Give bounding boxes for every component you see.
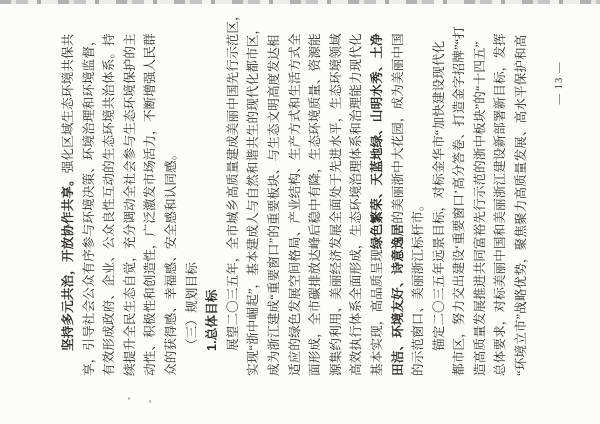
bold-text-segment: 坚持多元共治，开放协作共享。 [61,173,75,351]
paragraph-line [58,32,79,376]
paragraph-line [470,32,491,376]
text-segment: 锚定二〇三五年远景目标，对标金华市“加快建设现代化 [431,40,446,351]
text-segment: 源集约利用、美丽经济发展全面处于先进水平，生态环境领域 [328,33,343,376]
text-segment: 续提升全民生态自觉，充分调动全社会参与生态环境保护的主 [122,33,137,376]
paragraph-line [223,8,244,376]
section-heading-planning-goals [182,32,203,376]
paragraph-line [264,32,285,376]
paragraph-line [408,32,429,376]
text-segment: 的示范窗口、美丽浙江标杆市。 [411,198,426,376]
text-segment: （三）规划目标 [184,262,199,351]
text-segment: 造高质量发展推进共同富裕先行示范的浙中板块”的“十四五” [472,41,487,376]
paragraph-line [346,32,367,376]
text-segment: 动性、积极性和创造性，广泛激发市场活力，不断增强人民群 [143,33,158,376]
paragraph-line [120,32,141,376]
text-segment: “环境立市”战略优势，聚焦聚力高质量发展、高水平保护和高 [514,34,529,376]
paragraph-line [429,32,450,376]
paragraph-line [367,32,388,376]
text-segment: 总体要求，对标美丽中国和美丽浙江建设新部署新目标，发挥 [493,33,508,376]
page-number: — 13 — [554,61,565,105]
text-segment: 有效形成政府、企业、公众良性互动的生态环境共治体系。持 [102,33,117,376]
text-segment: 的美丽浙中大花园，成为美丽中国 [390,33,405,224]
paragraph-line [305,32,326,376]
paragraph-line [511,32,532,376]
text-segment: 展望二〇三五年，全市城乡高质量建成美丽中国先行示范区， [225,8,240,351]
paragraph-line [326,32,347,376]
paragraph-line [388,32,409,376]
text-segment: 适应的绿色发展空间格局、产业结构、生产方式和生活方式全 [287,33,302,376]
paragraph-line [285,32,306,376]
paragraph-line [243,21,264,376]
text-segment: 都市区，努力交出建设‘重要窗口’高分答卷、打造金字招牌”“打 [452,25,467,376]
text-segment: 众的获得感、幸福感、安全感和认同感。 [163,147,178,376]
bold-text-segment: 1.总体目标 [205,289,220,351]
paragraph-line [449,25,470,376]
text-segment: 高效执行体系全面形成，生态环境治理体系和治理能力现代化 [349,33,364,376]
paragraph-line [490,32,511,376]
scan-speck [149,400,151,403]
text-segment: 成为浙江建成“重要窗口”的重要板块、与生态文明高度发达相 [266,34,281,376]
scan-speck [128,397,130,400]
text-segment: 实现“浙中崛起”，基本建成人与自然和谐共生的现代化都市区， [246,21,261,376]
text-segment: 享，引导社会公众有序参与环境决策、环境治理和环境监督， [81,33,96,376]
paragraph-line [140,32,161,376]
paragraph-line [99,32,120,376]
paragraph-line [79,32,100,376]
text-block [58,8,532,376]
text-segment: 基本实现，高品质呈现 [369,249,384,376]
bold-text-segment: 田洁、环境友好、诗意逸居 [390,223,405,376]
text-segment: 强化区域生态环境共保共 [61,33,75,174]
paragraph-line [161,32,182,376]
bold-text-segment: 绿色繁荣、天蓝地绿、山明水秀、土净 [369,33,384,250]
text-segment: 面形成，全市碳排放达峰后稳中有降，生态环境质量、资源能 [308,33,323,376]
subsection-heading-overall-goals [202,32,223,376]
